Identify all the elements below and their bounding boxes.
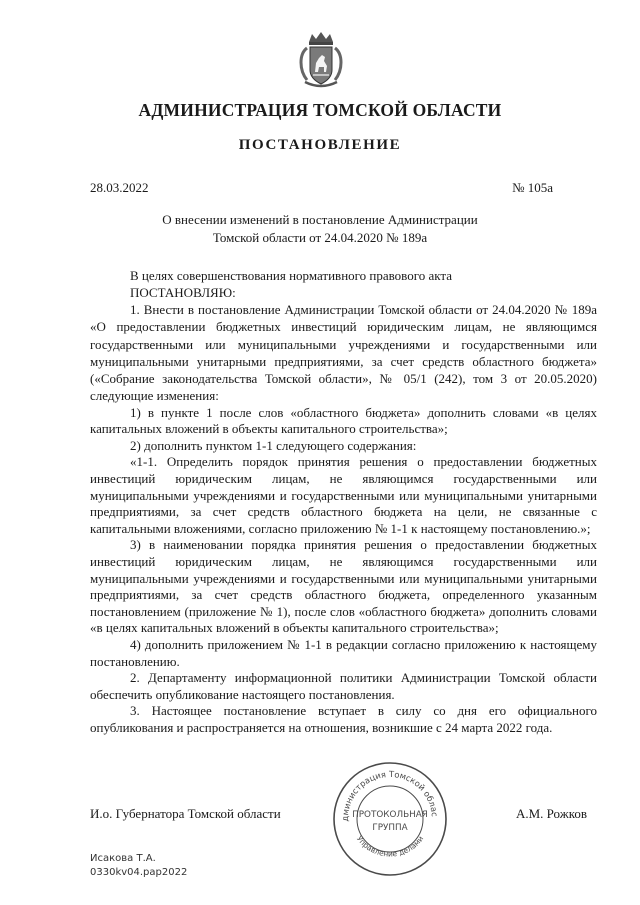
organization-title: АДМИНИСТРАЦИЯ ТОМСКОЙ ОБЛАСТИ — [138, 100, 502, 120]
body-paragraph: 4) дополнить приложением № 1-1 в редакции согласно приложению к настоящему постановлению. — [90, 637, 597, 669]
subject-line: О внесении изменений в постановление Администрации — [162, 212, 478, 227]
body-paragraph: 2) дополнить пунктом 1-1 следующего содержания: — [130, 437, 417, 453]
document-body — [90, 268, 597, 737]
executor-info — [90, 852, 187, 880]
signatory-position: И.о. Губернатора Томской области — [90, 806, 281, 821]
document-type: ПОСТАНОВЛЕНИЕ — [238, 137, 402, 153]
stamp-ring-text: дминистрация Томской облас — [339, 768, 440, 822]
body-paragraph: 1) в пункте 1 после слов «областного бюджета» дополнить словами «в целях капитальных вложений в объекты капитального строительства»; — [90, 404, 597, 437]
document-subject — [0, 211, 640, 247]
document-date: 28.03.2022 — [90, 180, 149, 195]
official-stamp — [330, 757, 450, 877]
document-number: № 105а — [512, 180, 553, 195]
executor-name: Исакова Т.А. — [90, 853, 156, 864]
body-paragraph: «1-1. Определить порядок принятия решения о предоставлении бюджетных инвестиций юридическим лицам, не являющимся государственными или муниципальными учреждениями и государственными или муниципальными унитарными предприятиями, за счет средств областного бюджета на цели, не связанные с капитальными вложениями, согласно приложению № 1-1 к настоящему постановлению.»; — [90, 454, 597, 536]
body-paragraph: 1. Внести в постановление Администрации Томской области от 24.04.2020 № 189а «О предоставлении бюджетных инвестиций юридическим лицам, не являющимся государственными или муниципальными учреждениями и государственными или муниципальными унитарными предприятиями, за счет средств областного бюджета» («Собрание законодательства Томской области», № 05/1 (242), том 3 от 20.05.2020) следующие изменения: — [90, 302, 597, 404]
decree-word: ПОСТАНОВЛЯЮ: — [130, 284, 236, 300]
body-paragraph: 2. Департаменту информационной политики Администрации Томской области обеспечить опубликование настоящего постановления. — [90, 670, 597, 702]
stamp-center-line: ПРОТОКОЛЬНАЯ — [352, 810, 428, 820]
coat-of-arms-icon — [297, 30, 345, 88]
body-paragraph: 3) в наименовании порядка принятия решения о предоставлении бюджетных инвестиций юридическим лицам, не являющимся государственными или муниципальными учреждениями и государственными или муниципальными унитарными предприятиями, за счет средств областного бюджета, определенного указанным постановлением (приложение № 1), после слов «областного бюджета» дополнить словами «в целях капитальных вложений в объекты капитального строительства»; — [90, 537, 597, 636]
stamp-center-line: ГРУППА — [372, 823, 408, 833]
executor-file: 0330kv04.pap2022 — [90, 867, 188, 878]
signatory-name: А.М. Рожков — [515, 806, 587, 821]
stamp-bottom-text: Управление делами — [354, 834, 426, 859]
body-paragraph: 3. Настоящее постановление вступает в силу со дня его официального опубликования и распространяется на отношения, возникшие с 24 марта 2022 года. — [90, 703, 597, 735]
stamp-graphic — [330, 757, 450, 877]
purpose-line: В целях совершенствования нормативного правового акта — [130, 268, 453, 283]
subject-line: Томской области от 24.04.2020 № 189а — [212, 230, 428, 245]
